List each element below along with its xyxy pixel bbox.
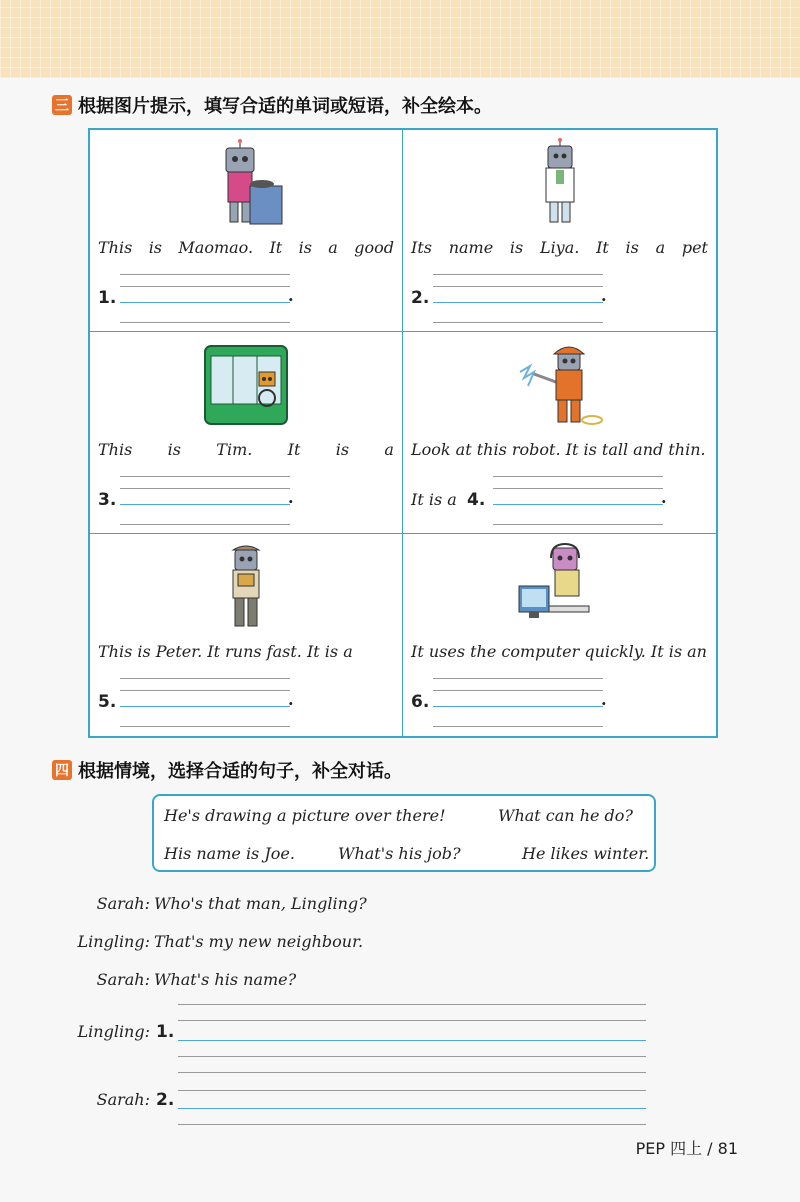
word: is — [298, 238, 312, 257]
answer-lines-6[interactable] — [433, 678, 603, 728]
dialogue-speaker: Sarah: — [96, 894, 150, 913]
answer-number-6: 6. — [411, 692, 430, 712]
choice-option[interactable]: What's his job? — [338, 844, 461, 863]
sentence-choices-box — [152, 794, 656, 872]
word: Maomao. — [178, 238, 254, 257]
word: It — [287, 440, 301, 459]
period: . — [601, 286, 607, 305]
word: good — [354, 238, 394, 257]
word: a — [655, 238, 666, 257]
choice-option[interactable]: He's drawing a picture over there! — [164, 806, 446, 825]
answer-number-3: 3. — [98, 490, 117, 510]
section-3-heading — [52, 92, 492, 118]
section-4-heading — [52, 757, 402, 783]
computer-robot-picture — [515, 542, 605, 632]
dialogue-answer-number-1: 1. — [156, 1022, 175, 1042]
answer-lines-1[interactable] — [120, 274, 290, 324]
word: It — [269, 238, 283, 257]
section-3-badge: 三 — [52, 95, 72, 115]
word: is — [625, 238, 639, 257]
grid-cell-5 — [90, 534, 403, 736]
dialogue-speaker: Lingling: — [77, 932, 150, 951]
word: is — [335, 440, 350, 459]
word: name — [448, 238, 494, 257]
word: pet — [681, 238, 708, 257]
dialogue-line: That's my new neighbour. — [154, 932, 364, 951]
grid-cell-3 — [90, 332, 403, 534]
dialogue-answer-lines-1[interactable] — [178, 1004, 646, 1076]
word: a — [384, 440, 394, 459]
grid-cell-1 — [90, 130, 403, 332]
period: . — [601, 690, 607, 709]
cell-3-sentence — [98, 440, 394, 459]
dialogue-speaker: Lingling: — [77, 1022, 150, 1041]
grid-cell-6 — [403, 534, 716, 736]
cell-6-sentence: It uses the computer quickly. It is an — [411, 642, 707, 661]
dialogue-answer-lines-2[interactable] — [178, 1090, 646, 1126]
dialogue-speaker: Sarah: — [96, 970, 150, 989]
word: It — [596, 238, 609, 257]
dialogue-line: Who's that man, Lingling? — [154, 894, 367, 913]
cooking-robot-picture — [206, 138, 286, 228]
period: . — [661, 488, 667, 507]
delivery-robot-picture — [221, 542, 271, 632]
answer-number-4: 4. — [467, 490, 486, 510]
answer-number-1: 1. — [98, 288, 117, 308]
answer-lines-4[interactable] — [493, 476, 663, 526]
firefighter-robot-picture — [510, 342, 610, 428]
period: . — [288, 286, 294, 305]
top-decorative-band — [0, 0, 800, 78]
dialogue-speaker: Sarah: — [96, 1090, 150, 1109]
word: Its — [411, 238, 432, 257]
word: Tim. — [216, 440, 253, 459]
answer-lines-3[interactable] — [120, 476, 290, 526]
dialogue-line: What's his name? — [154, 970, 297, 989]
cell-4-sentence: Look at this robot. It is tall and thin. — [411, 440, 706, 459]
cell-5-sentence: This is Peter. It runs fast. It is a — [98, 642, 353, 661]
section-4-badge: 四 — [52, 760, 72, 780]
choice-option[interactable]: What can he do? — [498, 806, 634, 825]
doctor-robot-picture — [530, 138, 590, 228]
answer-number-2: 2. — [411, 288, 430, 308]
choice-option[interactable]: He likes winter. — [522, 844, 650, 863]
picture-book-grid — [88, 128, 718, 738]
grid-cell-4 — [403, 332, 716, 534]
cell-2-sentence — [411, 238, 708, 257]
dialogue-answer-number-2: 2. — [156, 1090, 175, 1110]
section-3-title: 根据图片提示，填写合适的单词或短语，补全绘本。 — [78, 96, 492, 117]
word: a — [328, 238, 338, 257]
word: is — [509, 238, 524, 257]
period: . — [288, 690, 294, 709]
grid-cell-2 — [403, 130, 716, 332]
answer-lines-5[interactable] — [120, 678, 290, 728]
word: is — [148, 238, 163, 257]
word: This — [98, 440, 133, 459]
cell-4-prefix: It is a — [411, 490, 457, 509]
bus-driver-robot-picture — [203, 342, 289, 428]
word: This — [98, 238, 133, 257]
word: Liya. — [539, 238, 580, 257]
cell-1-sentence — [98, 238, 394, 257]
word: is — [167, 440, 181, 459]
choice-option[interactable]: His name is Joe. — [164, 844, 295, 863]
section-4-title: 根据情境，选择合适的句子，补全对话。 — [78, 761, 402, 782]
period: . — [288, 488, 294, 507]
answer-lines-2[interactable] — [433, 274, 603, 324]
page-footer: PEP 四上 / 81 — [635, 1139, 738, 1158]
answer-number-5: 5. — [98, 692, 117, 712]
